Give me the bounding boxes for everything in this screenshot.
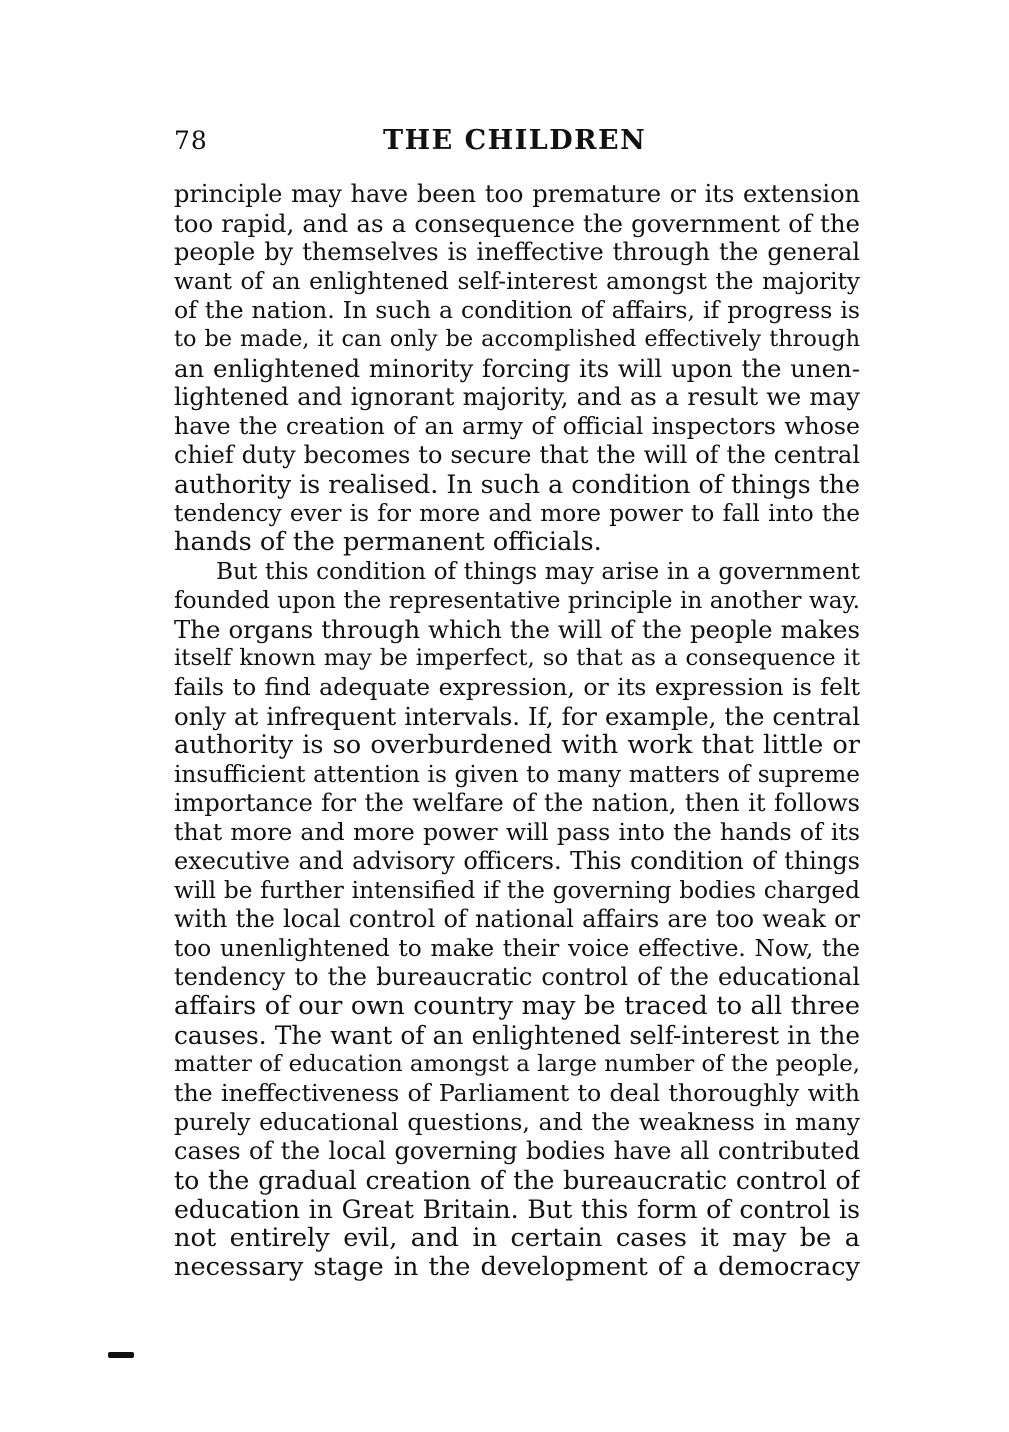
text-line: to be made, it can only be accomplished effectively through <box>174 326 860 352</box>
text-line: tendency to the bureaucratic control of the educational <box>174 963 860 991</box>
ink-smudge-mark <box>108 1352 134 1358</box>
text-line: with the local control of national affairs are too weak or <box>174 905 860 933</box>
text-line: fails to find adequate expression, or its expression is felt <box>174 673 860 701</box>
paragraph-1 <box>174 180 860 557</box>
text-line: affairs of our own country may be traced to all three <box>174 992 860 1021</box>
text-line: people by themselves is ineffective through the general <box>174 238 860 266</box>
text-line: insufficient attention is given to many matters of supreme <box>174 761 860 788</box>
text-line: that more and more power will pass into the hands of its <box>174 818 860 846</box>
running-head-title: THE CHILDREN <box>383 125 647 156</box>
text-line: chief duty becomes to secure that the will of the central <box>174 441 860 469</box>
text-line: hands of the permanent officials. <box>174 528 602 557</box>
text-line: lightened and ignorant majority, and as a result we may <box>174 383 860 411</box>
text-line: an enlightened minority forcing its will upon the unen- <box>174 354 860 383</box>
text-line: The organs through which the will of the people makes <box>174 615 860 644</box>
text-line: principle may have been too premature or its extension <box>174 180 860 208</box>
paragraph-2 <box>174 557 860 1282</box>
text-line: purely educational questions, and the weakness in many <box>174 1108 860 1136</box>
text-line: tendency ever is for more and more power to fall into the <box>174 500 860 527</box>
text-line: matter of education amongst a large number of the people, <box>174 1051 860 1077</box>
page-number: 78 <box>174 126 208 155</box>
text-line: will be further intensified if the governing bodies charged <box>174 877 860 904</box>
text-line: importance for the welfare of the nation, then it follows <box>174 789 860 817</box>
text-line: not entirely evil, and in certain cases it may be a <box>174 1224 860 1253</box>
text-line: cases of the local governing bodies have all contributed <box>174 1137 860 1165</box>
text-line: itself known may be imperfect, so that as a consequence it <box>174 645 860 671</box>
text-line: want of an enlightened self-interest amongst the majority <box>174 268 860 295</box>
text-line: of the nation. In such a condition of affairs, if progress is <box>174 296 860 324</box>
text-line: founded upon the representative principle in another way. <box>174 587 860 614</box>
text-line: have the creation of an army of official inspectors whose <box>174 412 860 440</box>
text-line: to the gradual creation of the bureaucratic control of <box>174 1166 860 1195</box>
text-line: too unenlightened to make their voice effective. Now, the <box>174 935 860 962</box>
text-line: only at infrequent intervals. If, for example, the central <box>174 702 860 731</box>
text-line: too rapid, and as a consequence the government of the <box>174 209 860 238</box>
text-line: causes. The want of an enlightened self-interest in the <box>174 1021 860 1050</box>
text-line: executive and advisory officers. This condition of things <box>174 847 860 875</box>
text-line: the ineffectiveness of Parliament to deal thoroughly with <box>174 1079 860 1107</box>
text-line: authority is so overburdened with work that little or <box>174 731 860 760</box>
text-line: But this condition of things may arise in a government <box>216 558 860 585</box>
body-text <box>174 180 860 1282</box>
text-line: education in Great Britain. But this form of control is <box>174 1195 860 1224</box>
text-line: necessary stage in the development of a democracy <box>174 1253 860 1282</box>
text-line: authority is realised. In such a condition of things the <box>174 470 860 499</box>
